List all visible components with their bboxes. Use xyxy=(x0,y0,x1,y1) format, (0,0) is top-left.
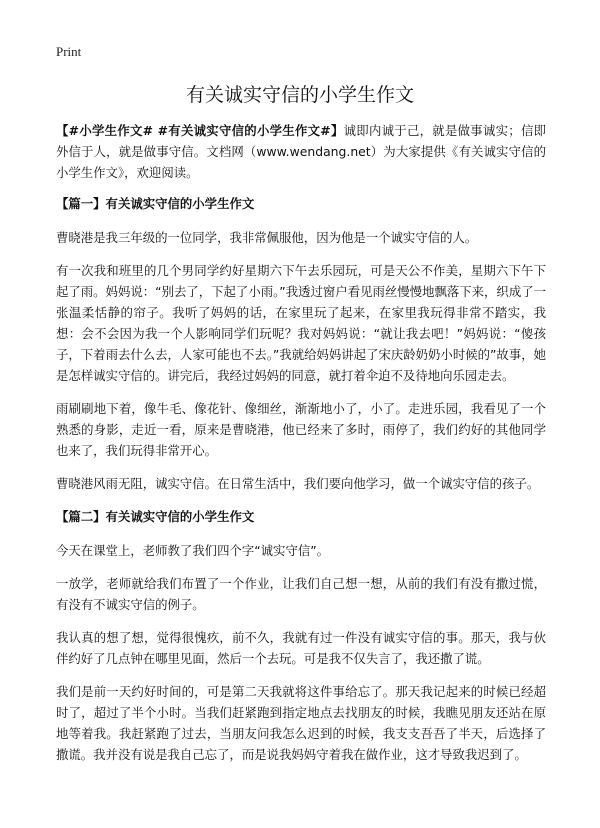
document-body xyxy=(56,120,546,777)
print-link[interactable]: Print xyxy=(56,44,82,59)
paragraph: 曹晓港风雨无阻，诚实守信。在日常生活中，我们要向他学习，做一个诚实守信的孩子。 xyxy=(56,476,540,491)
paragraph: 一放学，老师就给我们布置了一个作业，让我们自己想一想，从前的我们有没有撒过慌，有没有不诚实守信的例子。 xyxy=(56,576,546,612)
paragraph: 曹晓港是我三年级的一位同学，我非常佩服他，因为他是一个诚实守信的人。 xyxy=(56,230,478,245)
document-title: 有关诚实守信的小学生作文 xyxy=(185,84,414,106)
paragraph: 我们是前一天约好时间的，可是第二天我就将这件事给忘了。那天我记起来的时候已经超时了，超过了半个小时。当我们赶紧跑到指定地点去找朋友的时候，我瞧见朋友还站在原地等着我。我赶紧跑了过去，当朋友问我怎么迟到的时候，我支支吾吾了半天，后选择了撒谎。我并没有说是我自己忘了，而是说我妈妈守着我在做作业，这才导致我迟到了。 xyxy=(56,684,546,762)
paragraph: 我认真的想了想，觉得很愧疚，前不久，我就有过一件没有诚实守信的事。那天，我与伙伴约好了几点钟在哪里见面，然后一个去玩。可是我不仅失言了，我还撒了谎。 xyxy=(56,630,546,666)
intro-paragraph xyxy=(56,120,546,183)
paragraph: 雨刷刷地下着，像牛毛、像花针、像细丝，渐渐地小了，小了。走进乐园，我看见了一个熟悉的身影，走近一看，原来是曹晓港，他已经来了多时，雨停了，我们约好的其他同学也来了，我们玩得非常开心。 xyxy=(56,401,546,458)
section-heading-2: 【篇二】有关诚实守信的小学生作文 xyxy=(56,509,255,524)
paragraph: 今天在课堂上，老师教了我们四个字“诚实守信”。 xyxy=(56,543,330,558)
intro-text: 诚即内诚于己，就是做事诚实；信即外信于人，就是做事守信。文档网（www.wendang.net）为大家提供《有关诚实守信的小学生作文》，欢迎阅读。 xyxy=(56,123,546,180)
section-heading-1: 【篇一】有关诚实守信的小学生作文 xyxy=(56,196,255,211)
intro-tags: 【#小学生作文# #有关诚实守信的小学生作文#】 xyxy=(56,123,344,138)
paragraph: 有一次我和班里的几个男同学约好星期六下午去乐园玩，可是天公不作美，星期六下午下起了雨。妈妈说：“别去了，下起了小雨。”我透过窗户看见雨丝慢慢地飘落下来，织成了一张温柔恬静的帘子。我听了妈妈的话，在家里玩了起来，在家里我玩得非常不踏实，我想：会不会因为我一个人影响同学们玩呢？我对妈妈说：“就让我去吧！”妈妈说：“傻孩子，下着雨去什么去，人家可能也不去。”我就给妈妈讲起了宋庆龄奶奶小时候的”故事，她是怎样诚实守信的。讲完后，我经过妈妈的同意，就打着伞迫不及待地向乐园走去。 xyxy=(56,263,546,383)
